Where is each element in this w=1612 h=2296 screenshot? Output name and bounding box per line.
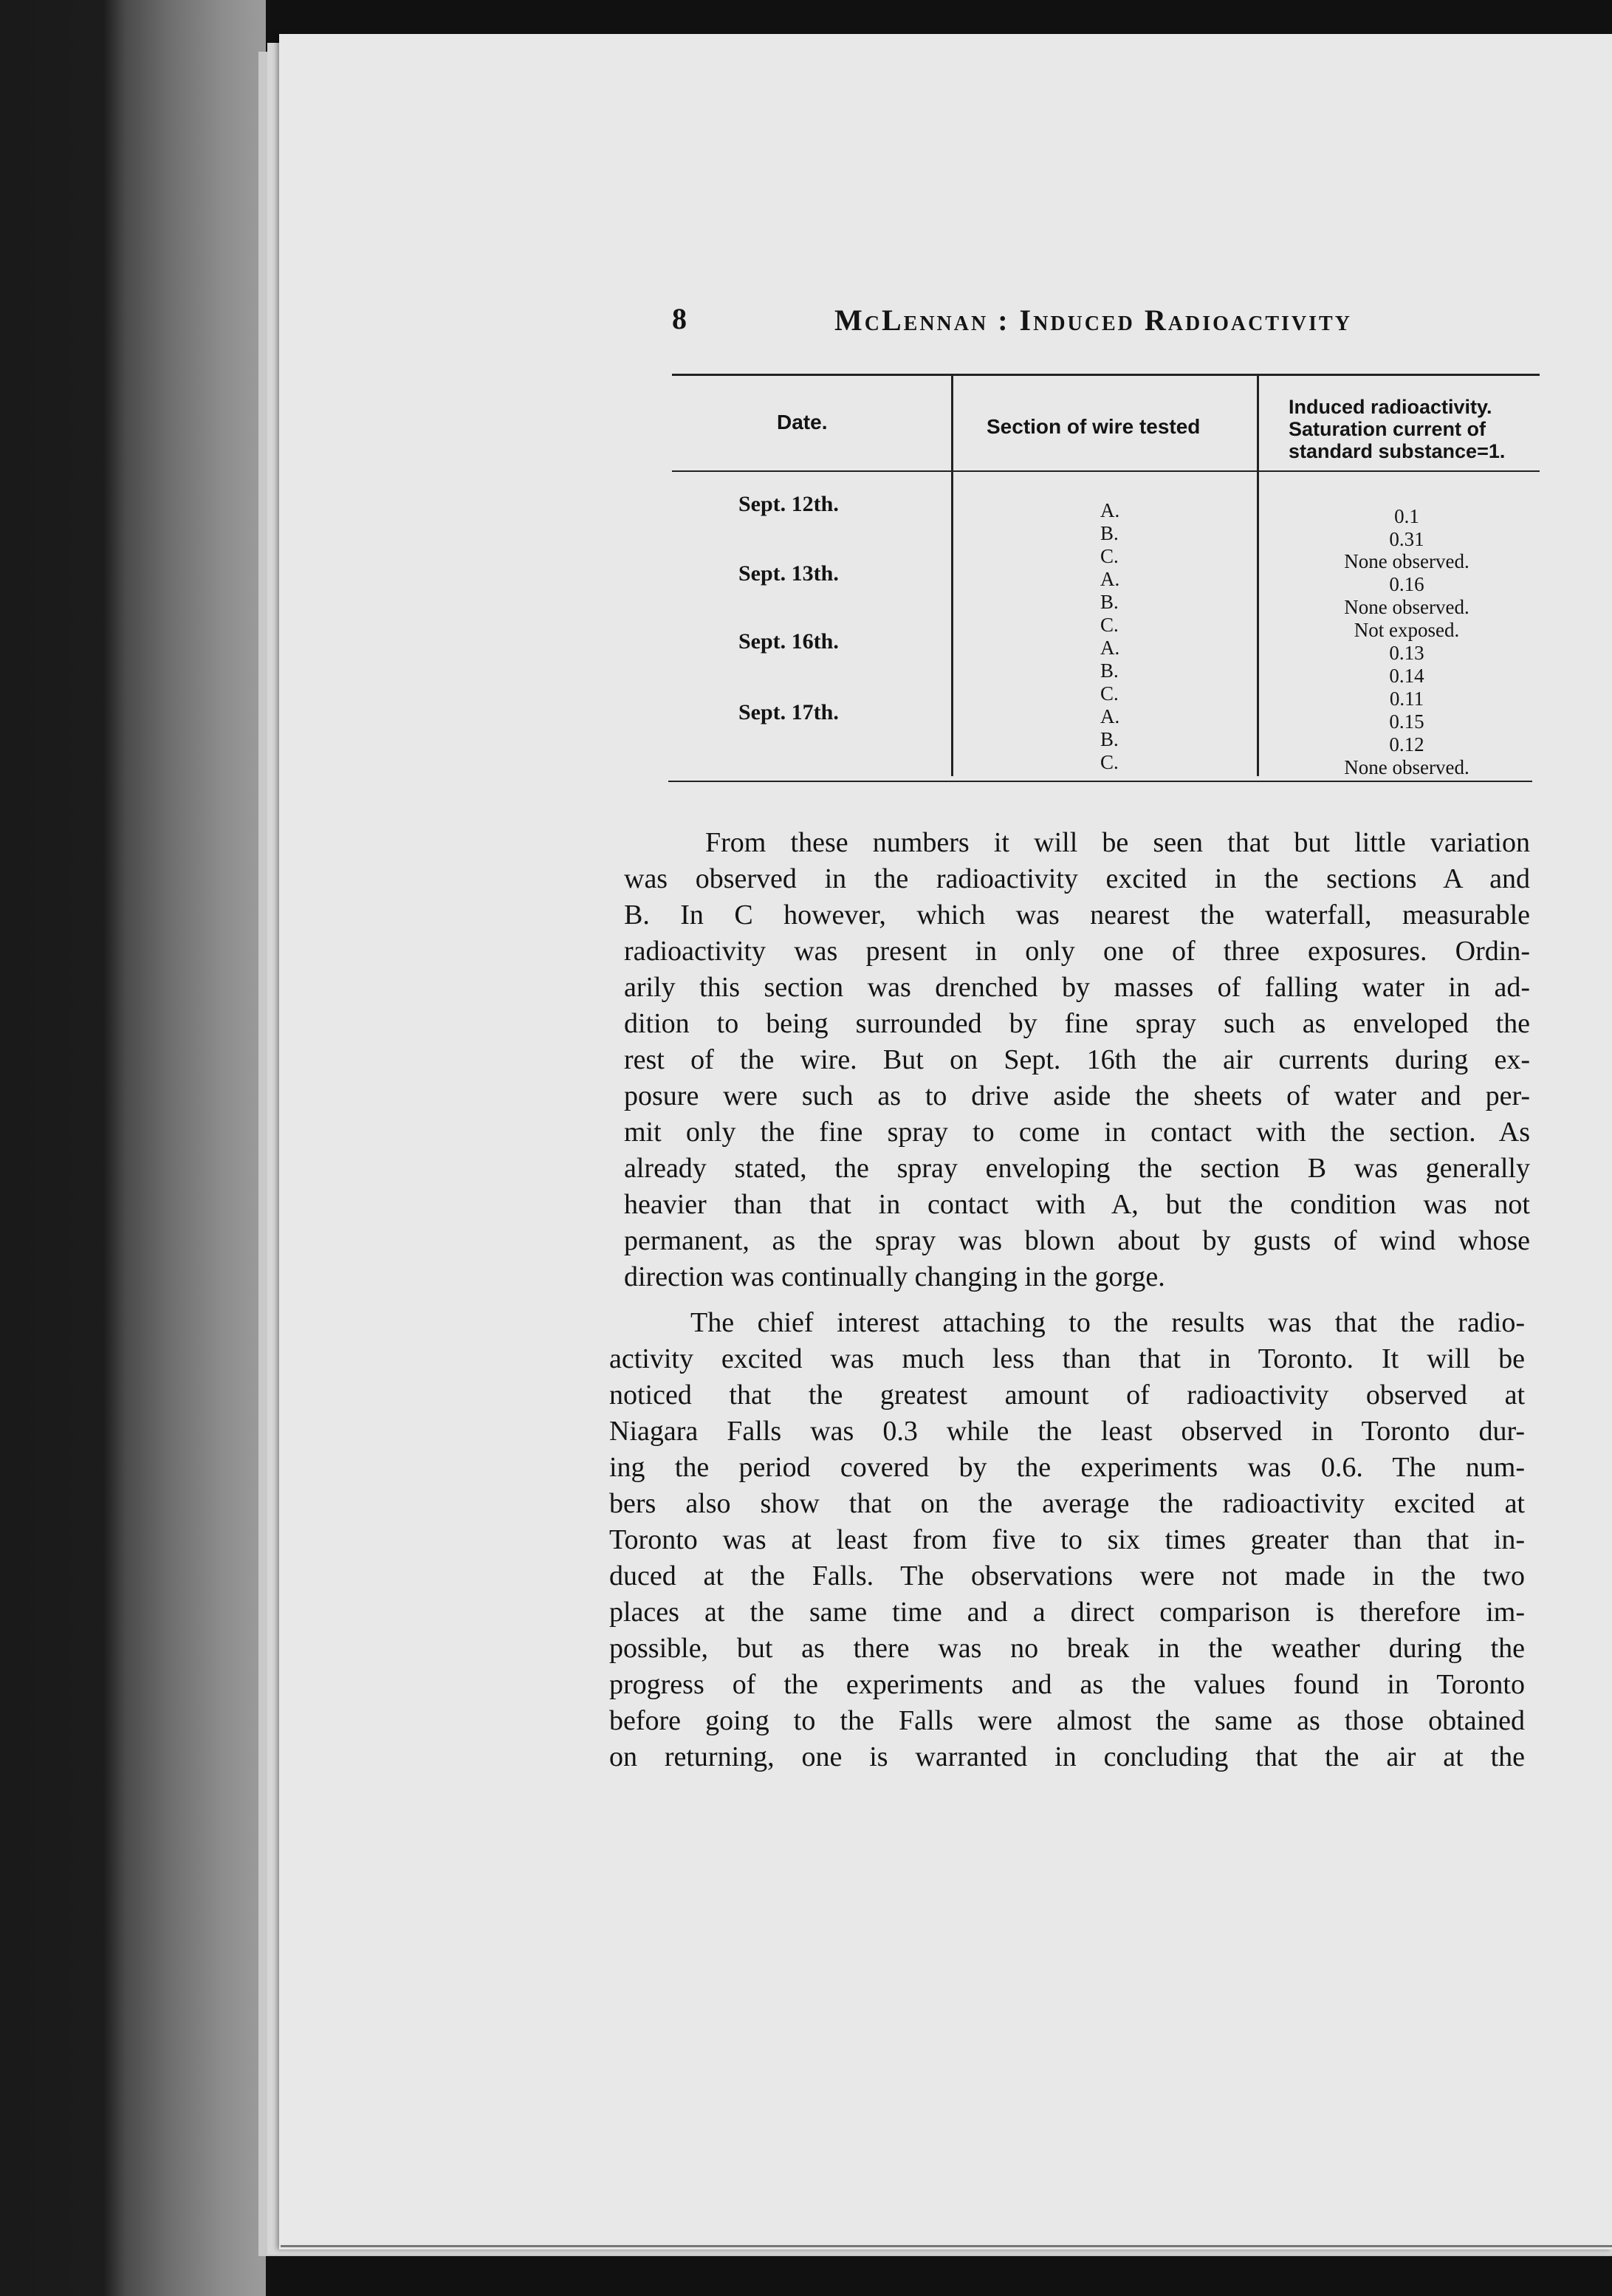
text-line: on returning, one is warranted in concluding that the air at the [609,1741,1525,1772]
text-line: Toronto was at least from five to six times greater than that in- [609,1524,1525,1555]
text-line: was observed in the radioactivity excited in the sections A and [624,863,1530,894]
table-date: Sept. 17th. [738,700,839,724]
text-line: mit only the fine spray to come in contact with the section. As [624,1117,1530,1148]
table-col-divider-2 [1257,374,1259,776]
table-header-rule [672,470,1540,472]
scan-left-margin [0,0,266,2296]
column-header-section: Section of wire tested [987,415,1201,438]
table-section: A. [1100,499,1120,521]
text-line: bers also show that on the average the radioactivity excited at [609,1488,1525,1519]
text-line: places at the same time and a direct comparison is therefore im- [609,1597,1525,1628]
table-top-rule [672,374,1540,376]
column-header-radioactivity-line-3: standard substance=1. [1289,440,1506,462]
table-section: A. [1100,705,1120,727]
text-line: posure were such as to drive aside the sheets of water and per- [624,1080,1530,1111]
table-section: C. [1100,545,1119,567]
text-line: duced at the Falls. The observations were not made in the two [609,1560,1525,1591]
table-value: 0.1 [1394,505,1419,527]
text-line: before going to the Falls were almost the same as those obtained [609,1705,1525,1736]
column-header-radioactivity [1289,396,1505,462]
page-number: 8 [672,302,687,335]
text-line: possible, but as there was no break in the weather during the [609,1633,1525,1664]
table-value: 0.16 [1389,573,1424,595]
text-line: permanent, as the spray was blown about by gusts of wind whose [624,1225,1530,1256]
text-line: direction was continually changing in the gorge. [624,1261,1165,1292]
table-col-divider-1 [951,374,953,776]
table-section: A. [1100,568,1120,590]
table-value: 0.12 [1389,733,1424,755]
text-line: From these numbers it will be seen that but little variation [705,827,1530,858]
text-line: progress of the experiments and as the values found in Toronto [609,1669,1525,1700]
text-line: already stated, the spray enveloping the section B was generally [624,1153,1530,1184]
text-line: arily this section was drenched by masses of falling water in ad- [624,972,1530,1003]
table-section: B. [1100,728,1119,750]
text-line: The chief interest attaching to the results was that the radio- [690,1307,1525,1338]
text-line: rest of the wire. But on Sept. 16th the air currents during ex- [624,1044,1530,1075]
text-line: B. In C however, which was nearest the waterfall, measurable [624,899,1530,931]
table-value: 0.13 [1389,642,1424,664]
table-value: None observed. [1344,756,1469,778]
table-value: 0.31 [1389,528,1424,550]
text-line: heavier than that in contact with A, but the condition was not [624,1189,1530,1220]
table-date: Sept. 12th. [738,492,839,516]
column-header-radioactivity-line-1: Induced radioactivity. [1289,396,1492,418]
text-line: ing the period covered by the experiments was 0.6. The num- [609,1452,1525,1483]
table-date: Sept. 13th. [738,561,839,586]
running-title: McLennan : Induced Radioactivity [834,304,1352,337]
page-header [672,301,1410,346]
table-value: 0.14 [1389,665,1424,687]
table-section: B. [1100,591,1119,613]
table-section: C. [1100,682,1119,705]
table-value: Not exposed. [1354,619,1460,641]
table-value: 0.11 [1389,688,1424,710]
table-value: None observed. [1344,596,1469,618]
table-bottom-rule [668,781,1532,782]
table-section: A. [1100,637,1120,659]
column-header-date: Date. [777,411,828,434]
column-header-radioactivity-line-2: Saturation current of [1289,418,1486,440]
table-value: 0.15 [1389,710,1424,733]
text-line: radioactivity was present in only one of three exposures. Ordin- [624,936,1530,967]
body-paragraph-1 [624,825,1530,1295]
page-bottom-edge [281,2245,1612,2247]
table-section: B. [1100,659,1119,682]
body-paragraph-2 [609,1305,1525,1775]
text-line: noticed that the greatest amount of radioactivity observed at [609,1380,1525,1411]
text-line: dition to being surrounded by fine spray such as enveloped the [624,1008,1530,1039]
text-line: Niagara Falls was 0.3 while the least observed in Toronto dur- [609,1416,1525,1447]
table-section: B. [1100,522,1119,544]
table-section: C. [1100,614,1119,636]
table-section: C. [1100,751,1119,773]
table-value: None observed. [1344,550,1469,572]
table-date: Sept. 16th. [738,629,839,654]
text-line: activity excited was much less than that in Toronto. It will be [609,1343,1525,1374]
